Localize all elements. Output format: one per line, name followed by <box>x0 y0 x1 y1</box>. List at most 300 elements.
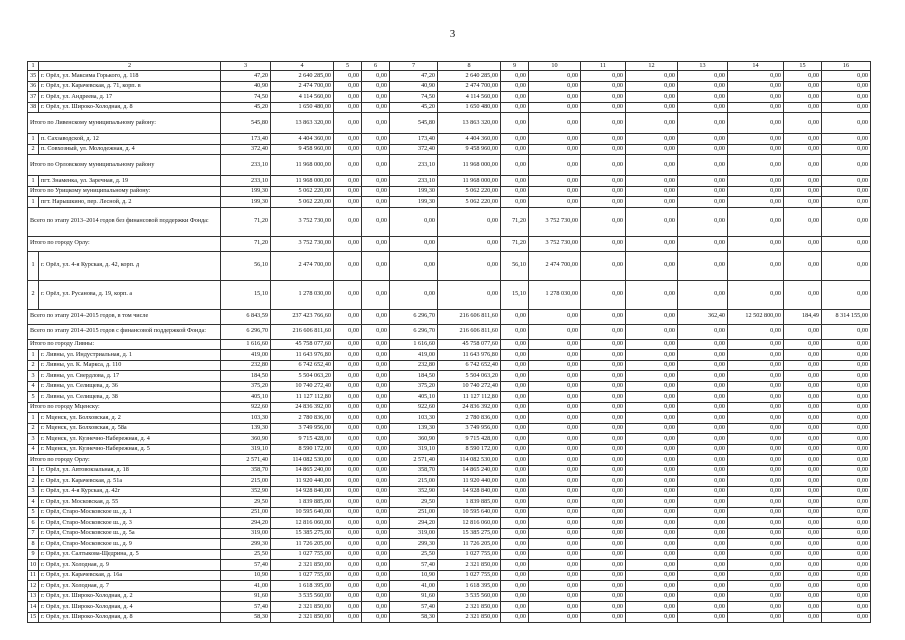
value-cell: 0,00 <box>501 92 529 103</box>
value-cell: 3 752 730,00 <box>271 207 334 236</box>
value-cell: 74,50 <box>390 92 438 103</box>
value-cell: 0,00 <box>529 549 581 560</box>
value-cell: 0,00 <box>728 280 784 309</box>
value-cell: 0,00 <box>581 360 626 371</box>
value-cell: 215,00 <box>390 476 438 487</box>
row-number: 2 <box>28 280 39 309</box>
value-cell: 0,00 <box>678 134 728 145</box>
table-row <box>28 612 871 623</box>
value-cell: 0,00 <box>728 381 784 392</box>
value-cell: 0,00 <box>529 371 581 382</box>
row-number: 2 <box>28 144 39 155</box>
value-cell: 0,00 <box>626 113 678 134</box>
total-row <box>28 309 871 324</box>
value-cell: 71,20 <box>501 207 529 236</box>
value-cell: 0,00 <box>678 207 728 236</box>
table-row <box>28 92 871 103</box>
row-number: 1 <box>28 465 39 476</box>
value-cell: 6 296,70 <box>221 324 271 339</box>
value-cell: 0,00 <box>626 612 678 623</box>
value-cell: 114 082 530,00 <box>271 455 334 466</box>
value-cell: 0,00 <box>334 581 362 592</box>
value-cell: 0,00 <box>529 539 581 550</box>
value-cell: 0,00 <box>822 413 871 424</box>
value-cell: 0,00 <box>581 280 626 309</box>
value-cell: 0,00 <box>529 350 581 361</box>
address-cell: пгт. Нарышкино, пер. Лесной, д. 2 <box>39 197 221 208</box>
value-cell: 0,00 <box>678 507 728 518</box>
value-cell: 0,00 <box>626 602 678 613</box>
value-cell: 184,50 <box>390 371 438 382</box>
value-cell: 0,00 <box>501 591 529 602</box>
value-cell: 0,00 <box>501 581 529 592</box>
table-row <box>28 465 871 476</box>
value-cell: 0,00 <box>334 570 362 581</box>
value-cell: 25,50 <box>390 549 438 560</box>
row-number: 12 <box>28 581 39 592</box>
value-cell: 3 749 956,00 <box>438 423 501 434</box>
value-cell: 0,00 <box>626 476 678 487</box>
value-cell: 0,00 <box>626 102 678 113</box>
value-cell: 0,00 <box>626 528 678 539</box>
value-cell: 0,00 <box>334 434 362 445</box>
value-cell: 0,00 <box>334 392 362 403</box>
value-cell: 0,00 <box>581 539 626 550</box>
value-cell: 405,10 <box>390 392 438 403</box>
value-cell: 0,00 <box>822 434 871 445</box>
value-cell: 0,00 <box>529 381 581 392</box>
table-row <box>28 539 871 550</box>
value-cell: 14 928 840,00 <box>271 486 334 497</box>
value-cell: 0,00 <box>334 176 362 187</box>
column-number: 6 <box>362 62 390 71</box>
value-cell: 0,00 <box>529 570 581 581</box>
value-cell: 2 321 850,00 <box>438 612 501 623</box>
value-cell: 319,00 <box>221 528 271 539</box>
value-cell: 0,00 <box>529 113 581 134</box>
value-cell: 0,00 <box>334 612 362 623</box>
value-cell: 0,00 <box>822 155 871 176</box>
value-cell: 0,00 <box>362 476 390 487</box>
table-row <box>28 392 871 403</box>
value-cell: 0,00 <box>529 455 581 466</box>
value-cell: 0,00 <box>784 539 822 550</box>
value-cell: 0,00 <box>501 549 529 560</box>
value-cell: 0,00 <box>529 434 581 445</box>
value-cell: 10,90 <box>390 570 438 581</box>
value-cell: 0,00 <box>581 92 626 103</box>
value-cell: 0,00 <box>362 486 390 497</box>
value-cell: 0,00 <box>784 413 822 424</box>
address-cell: г. Орёл, ул. 4-я Курская, д. 42, корп. д <box>39 251 221 280</box>
value-cell: 6 742 652,40 <box>438 360 501 371</box>
column-number-row <box>28 62 871 71</box>
value-cell: 0,00 <box>822 560 871 571</box>
value-cell: 0,00 <box>822 371 871 382</box>
value-cell: 0,00 <box>784 434 822 445</box>
value-cell: 5 062 220,00 <box>438 197 501 208</box>
value-cell: 0,00 <box>581 186 626 197</box>
address-cell: г. Мценск, ул. Болховская, д. 58а <box>39 423 221 434</box>
value-cell: 0,00 <box>501 392 529 403</box>
column-number: 5 <box>334 62 362 71</box>
value-cell: 1 278 030,00 <box>529 280 581 309</box>
value-cell: 0,00 <box>529 309 581 324</box>
value-cell: 0,00 <box>728 570 784 581</box>
address-cell: г. Орёл, Старо-Московское ш., д. 5а <box>39 528 221 539</box>
value-cell: 0,00 <box>784 186 822 197</box>
value-cell: 5 062 220,00 <box>271 197 334 208</box>
value-cell: 0,00 <box>334 92 362 103</box>
value-cell: 0,00 <box>728 518 784 529</box>
value-cell: 0,00 <box>581 560 626 571</box>
value-cell: 11 643 976,80 <box>271 350 334 361</box>
address-cell: г. Орёл, ул. Салтыкова-Щедрина, д. 5 <box>39 549 221 560</box>
value-cell: 0,00 <box>362 186 390 197</box>
value-cell: 0,00 <box>678 113 728 134</box>
value-cell: 0,00 <box>501 176 529 187</box>
value-cell: 0,00 <box>362 280 390 309</box>
value-cell: 0,00 <box>822 570 871 581</box>
value-cell: 0,00 <box>362 309 390 324</box>
value-cell: 0,00 <box>529 444 581 455</box>
value-cell: 0,00 <box>784 280 822 309</box>
row-number: 36 <box>28 81 39 92</box>
address-cell: г. Орёл, ул. Широко-Холодная, д. 8 <box>39 612 221 623</box>
row-number: 2 <box>28 423 39 434</box>
value-cell: 24 836 392,00 <box>438 402 501 413</box>
value-cell: 0,00 <box>529 612 581 623</box>
total-label: Итого по Ливенскому муниципальному району: <box>28 113 221 134</box>
row-number: 5 <box>28 392 39 403</box>
table-row <box>28 549 871 560</box>
value-cell: 71,20 <box>221 207 271 236</box>
value-cell: 0,00 <box>822 350 871 361</box>
value-cell: 1 650 480,00 <box>438 102 501 113</box>
value-cell: 8 590 172,00 <box>271 444 334 455</box>
value-cell: 0,00 <box>501 570 529 581</box>
housing-program-table <box>27 61 871 623</box>
value-cell: 0,00 <box>822 455 871 466</box>
value-cell: 1 027 755,00 <box>271 570 334 581</box>
row-number: 14 <box>28 602 39 613</box>
total-row <box>28 324 871 339</box>
value-cell: 0,00 <box>334 134 362 145</box>
value-cell: 0,00 <box>581 486 626 497</box>
value-cell: 57,40 <box>221 560 271 571</box>
value-cell: 0,00 <box>822 207 871 236</box>
value-cell: 12 502 800,00 <box>728 309 784 324</box>
value-cell: 2 640 285,00 <box>271 71 334 82</box>
address-cell: г. Мценск, ул. Болховская, д. 2 <box>39 413 221 424</box>
value-cell: 45,20 <box>390 102 438 113</box>
value-cell: 419,00 <box>221 350 271 361</box>
value-cell: 0,00 <box>678 528 728 539</box>
value-cell: 0,00 <box>501 560 529 571</box>
value-cell: 0,00 <box>728 507 784 518</box>
value-cell: 0,00 <box>362 339 390 350</box>
value-cell: 0,00 <box>334 423 362 434</box>
value-cell: 0,00 <box>501 134 529 145</box>
value-cell: 0,00 <box>334 476 362 487</box>
total-row <box>28 207 871 236</box>
value-cell: 0,00 <box>678 324 728 339</box>
value-cell: 0,00 <box>362 207 390 236</box>
value-cell: 0,00 <box>678 444 728 455</box>
value-cell: 0,00 <box>581 591 626 602</box>
value-cell: 0,00 <box>529 591 581 602</box>
value-cell: 0,00 <box>390 207 438 236</box>
value-cell: 0,00 <box>334 155 362 176</box>
value-cell: 173,40 <box>390 134 438 145</box>
address-cell: г. Ливны, ул. Селищева, д. 36 <box>39 381 221 392</box>
value-cell: 3 752 730,00 <box>529 207 581 236</box>
value-cell: 0,00 <box>334 280 362 309</box>
value-cell: 3 535 560,00 <box>438 591 501 602</box>
value-cell: 0,00 <box>728 497 784 508</box>
table-row <box>28 102 871 113</box>
address-cell: г. Орёл, ул. 4-я Курская, д. 42г <box>39 486 221 497</box>
row-number: 1 <box>28 413 39 424</box>
value-cell: 0,00 <box>362 507 390 518</box>
column-number: 16 <box>822 62 871 71</box>
value-cell: 0,00 <box>626 381 678 392</box>
value-cell: 0,00 <box>728 539 784 550</box>
value-cell: 0,00 <box>529 71 581 82</box>
value-cell: 0,00 <box>822 612 871 623</box>
value-cell: 11 968 000,00 <box>438 176 501 187</box>
table-row <box>28 134 871 145</box>
value-cell: 0,00 <box>581 392 626 403</box>
value-cell: 0,00 <box>529 560 581 571</box>
value-cell: 0,00 <box>390 251 438 280</box>
row-number: 37 <box>28 92 39 103</box>
value-cell: 2 780 836,00 <box>271 413 334 424</box>
value-cell: 58,30 <box>221 612 271 623</box>
value-cell: 0,00 <box>822 113 871 134</box>
value-cell: 0,00 <box>728 92 784 103</box>
value-cell: 0,00 <box>678 612 728 623</box>
value-cell: 0,00 <box>529 92 581 103</box>
table-row <box>28 381 871 392</box>
total-label: Всего по этапу 2014–2015 годов с финансовой поддержкой Фонда: <box>28 324 221 339</box>
total-row <box>28 113 871 134</box>
value-cell: 0,00 <box>581 134 626 145</box>
value-cell: 237 423 766,60 <box>271 309 334 324</box>
value-cell: 15 385 275,00 <box>438 528 501 539</box>
address-cell: г. Ливны, ул. Свердлова, д. 17 <box>39 371 221 382</box>
value-cell: 294,20 <box>390 518 438 529</box>
table-row <box>28 591 871 602</box>
value-cell: 0,00 <box>784 236 822 251</box>
table-row <box>28 434 871 445</box>
value-cell: 0,00 <box>728 71 784 82</box>
value-cell: 0,00 <box>529 155 581 176</box>
address-cell: г. Ливны, ул. К. Маркса, д. 110 <box>39 360 221 371</box>
value-cell: 0,00 <box>626 371 678 382</box>
value-cell: 0,00 <box>362 402 390 413</box>
value-cell: 0,00 <box>626 309 678 324</box>
value-cell: 0,00 <box>334 309 362 324</box>
value-cell: 0,00 <box>581 144 626 155</box>
value-cell: 0,00 <box>362 560 390 571</box>
value-cell: 8 590 172,00 <box>438 444 501 455</box>
address-cell: г. Орёл, ул. Карачевская, д. 71, корп. в <box>39 81 221 92</box>
value-cell: 0,00 <box>822 339 871 350</box>
value-cell: 233,10 <box>390 176 438 187</box>
column-number: 12 <box>626 62 678 71</box>
value-cell: 114 082 530,00 <box>438 455 501 466</box>
value-cell: 0,00 <box>581 381 626 392</box>
value-cell: 4 114 560,00 <box>438 92 501 103</box>
value-cell: 3 752 730,00 <box>529 236 581 251</box>
value-cell: 0,00 <box>334 591 362 602</box>
value-cell: 14 865 240,00 <box>438 465 501 476</box>
value-cell: 0,00 <box>362 612 390 623</box>
value-cell: 0,00 <box>334 350 362 361</box>
value-cell: 11 968 000,00 <box>271 155 334 176</box>
value-cell: 0,00 <box>334 144 362 155</box>
row-number: 11 <box>28 570 39 581</box>
address-cell: г. Орёл, ул. Русанова, д. 19, корп. а <box>39 280 221 309</box>
address-cell: п. Совхозный, ул. Молодежная, д. 4 <box>39 144 221 155</box>
value-cell: 0,00 <box>334 113 362 134</box>
value-cell: 0,00 <box>728 549 784 560</box>
value-cell: 2 321 850,00 <box>438 602 501 613</box>
value-cell: 0,00 <box>728 612 784 623</box>
value-cell: 0,00 <box>784 251 822 280</box>
value-cell: 0,00 <box>626 71 678 82</box>
value-cell: 360,90 <box>221 434 271 445</box>
value-cell: 0,00 <box>362 444 390 455</box>
value-cell: 24 836 392,00 <box>271 402 334 413</box>
value-cell: 0,00 <box>334 528 362 539</box>
value-cell: 0,00 <box>822 549 871 560</box>
value-cell: 2 571,40 <box>390 455 438 466</box>
value-cell: 0,00 <box>581 602 626 613</box>
column-number: 3 <box>221 62 271 71</box>
value-cell: 0,00 <box>626 402 678 413</box>
value-cell: 0,00 <box>728 207 784 236</box>
value-cell: 251,00 <box>390 507 438 518</box>
value-cell: 0,00 <box>529 476 581 487</box>
value-cell: 11 127 112,80 <box>438 392 501 403</box>
value-cell: 0,00 <box>822 581 871 592</box>
value-cell: 0,00 <box>678 186 728 197</box>
value-cell: 6 843,59 <box>221 309 271 324</box>
value-cell: 0,00 <box>334 236 362 251</box>
value-cell: 5 062 220,00 <box>438 186 501 197</box>
value-cell: 0,00 <box>678 423 728 434</box>
value-cell: 0,00 <box>529 423 581 434</box>
value-cell: 0,00 <box>728 186 784 197</box>
value-cell: 139,30 <box>390 423 438 434</box>
value-cell: 0,00 <box>678 476 728 487</box>
value-cell: 45 758 077,60 <box>271 339 334 350</box>
address-cell: г. Ливны, ул. Индустриальная, д. 1 <box>39 350 221 361</box>
address-cell: г. Орёл, ул. Автовокзальная, д. 18 <box>39 465 221 476</box>
value-cell: 0,00 <box>334 360 362 371</box>
total-label: Итого по городу Орлу: <box>28 236 221 251</box>
value-cell: 0,00 <box>362 570 390 581</box>
value-cell: 5 504 063,20 <box>271 371 334 382</box>
value-cell: 294,20 <box>221 518 271 529</box>
value-cell: 0,00 <box>334 455 362 466</box>
value-cell: 0,00 <box>362 102 390 113</box>
value-cell: 0,00 <box>334 207 362 236</box>
value-cell: 12 816 060,00 <box>271 518 334 529</box>
row-number: 5 <box>28 507 39 518</box>
value-cell: 199,30 <box>390 197 438 208</box>
value-cell: 0,00 <box>822 186 871 197</box>
value-cell: 11 643 976,80 <box>438 350 501 361</box>
value-cell: 0,00 <box>581 71 626 82</box>
value-cell: 0,00 <box>784 570 822 581</box>
value-cell: 0,00 <box>581 434 626 445</box>
column-number: 7 <box>390 62 438 71</box>
row-number: 1 <box>28 350 39 361</box>
value-cell: 216 606 811,60 <box>438 309 501 324</box>
value-cell: 233,10 <box>390 155 438 176</box>
value-cell: 29,50 <box>390 497 438 508</box>
value-cell: 0,00 <box>501 197 529 208</box>
value-cell: 0,00 <box>822 518 871 529</box>
value-cell: 0,00 <box>501 102 529 113</box>
value-cell: 0,00 <box>362 602 390 613</box>
address-cell: г. Мценск, ул. Кузнечно-Набережная, д. 5 <box>39 444 221 455</box>
value-cell: 0,00 <box>678 560 728 571</box>
value-cell: 0,00 <box>501 381 529 392</box>
value-cell: 922,60 <box>390 402 438 413</box>
value-cell: 216 606 811,60 <box>438 324 501 339</box>
value-cell: 13 863 320,00 <box>438 113 501 134</box>
value-cell: 11 127 112,80 <box>271 392 334 403</box>
value-cell: 14 928 840,00 <box>438 486 501 497</box>
row-number: 2 <box>28 360 39 371</box>
value-cell: 0,00 <box>678 602 728 613</box>
value-cell: 0,00 <box>784 507 822 518</box>
value-cell: 0,00 <box>626 92 678 103</box>
value-cell: 0,00 <box>784 360 822 371</box>
value-cell: 0,00 <box>501 144 529 155</box>
row-number: 2 <box>28 476 39 487</box>
value-cell: 0,00 <box>822 539 871 550</box>
row-number: 1 <box>28 176 39 187</box>
value-cell: 0,00 <box>334 381 362 392</box>
value-cell: 11 726 205,00 <box>271 539 334 550</box>
value-cell: 0,00 <box>678 251 728 280</box>
value-cell: 103,30 <box>390 413 438 424</box>
total-row <box>28 402 871 413</box>
value-cell: 233,10 <box>221 176 271 187</box>
total-row <box>28 155 871 176</box>
page-number: 3 <box>449 28 456 40</box>
value-cell: 0,00 <box>362 465 390 476</box>
value-cell: 0,00 <box>529 518 581 529</box>
value-cell: 0,00 <box>362 413 390 424</box>
total-label: Всего по этапу 2013–2014 годов без финансовой поддержки Фонда: <box>28 207 221 236</box>
value-cell: 0,00 <box>581 402 626 413</box>
value-cell: 0,00 <box>501 612 529 623</box>
value-cell: 0,00 <box>362 539 390 550</box>
table-row <box>28 518 871 529</box>
value-cell: 0,00 <box>529 134 581 145</box>
address-cell: г. Орёл, ул. Широко-Холодная, д. 4 <box>39 602 221 613</box>
value-cell: 0,00 <box>334 324 362 339</box>
value-cell: 9 458 960,00 <box>438 144 501 155</box>
value-cell: 57,40 <box>390 602 438 613</box>
value-cell: 0,00 <box>822 197 871 208</box>
